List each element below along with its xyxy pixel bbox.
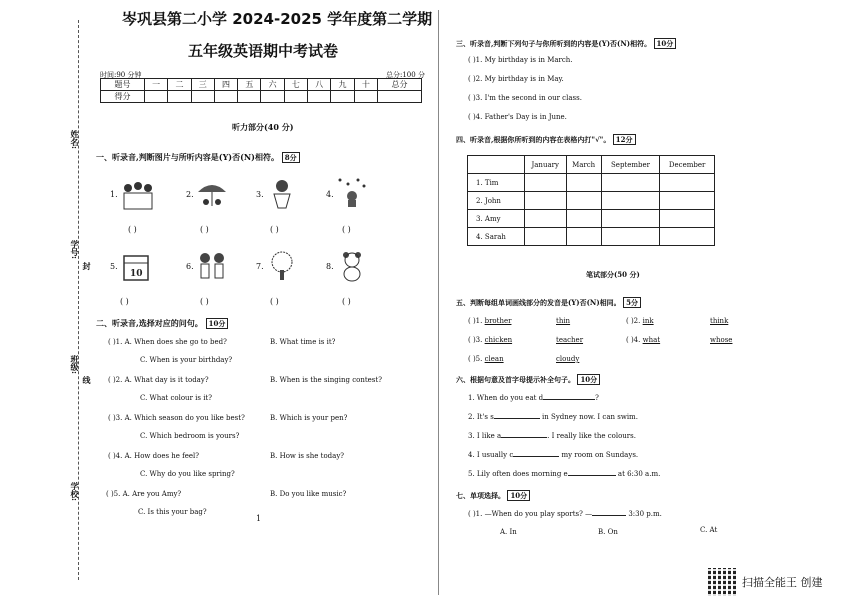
score-cell: 四: [214, 79, 237, 91]
boy-picture: [264, 178, 300, 210]
s6-post: ?: [595, 394, 599, 402]
s5-num: ( )5.: [468, 355, 483, 363]
tick-cell[interactable]: [601, 210, 659, 228]
score-input[interactable]: [191, 91, 214, 103]
section1-title-text: 一、听录音,判断图片与所听内容是(Y)否(N)相符。: [96, 152, 279, 162]
page-number: 1: [256, 514, 262, 523]
tick-table-corner: [468, 156, 525, 174]
score-cell: 八: [308, 79, 331, 91]
tick-table-header: [468, 156, 715, 174]
section1-points: 8分: [282, 152, 300, 163]
qr-code-icon: [708, 568, 736, 596]
s3-item-3: ( )3. I'm the second in our class.: [468, 94, 582, 102]
s6-pre: 5. Lily often does morning e: [468, 470, 568, 478]
tick-cell[interactable]: [524, 210, 566, 228]
s2-q5-b: B. Do you like music?: [270, 490, 347, 498]
s2-q3-a: ( )3. A. Which season do you like best?: [108, 414, 245, 422]
margin-class-label: 班级:: [70, 355, 80, 374]
s2-q2-b: B. When is the singing contest?: [270, 376, 382, 384]
tick-cell[interactable]: [566, 228, 601, 246]
s6-item-4: [468, 451, 638, 459]
score-cell: 七: [284, 79, 307, 91]
s5-num: ( )1.: [468, 317, 483, 325]
listening-heading: 听力部分(40 分): [232, 122, 294, 132]
exam-title: 五年级英语期中考试卷: [188, 42, 339, 60]
s6-pre: 4. I usually c: [468, 451, 514, 459]
table-row: [468, 210, 715, 228]
s2-q3-b: B. Which is your pen?: [270, 414, 348, 422]
table-row: [468, 228, 715, 246]
s6-post: at 6:30 a.m.: [615, 470, 661, 478]
s6-item-3: [468, 432, 636, 440]
blank-input[interactable]: [513, 456, 559, 457]
tick-cell[interactable]: [566, 192, 601, 210]
school-title: 岑巩县第二小学 2024-2025 学年度第二学期: [122, 10, 433, 28]
s6-post: in Sydney now. I can swim.: [539, 413, 638, 421]
score-cell: 一: [145, 79, 168, 91]
svg-text:10: 10: [130, 269, 143, 279]
s5-word2-4: whose: [710, 336, 733, 344]
s5-word2-3: teacher: [556, 336, 584, 344]
scanner-watermark: [708, 568, 823, 596]
s2-q2-c: C. What colour is it?: [140, 394, 212, 402]
section6-points: 10分: [577, 374, 600, 385]
col-header: March: [566, 156, 601, 174]
blank-input[interactable]: [543, 399, 595, 400]
s7-option-b: B. On: [598, 528, 618, 536]
section7-points: 10分: [507, 490, 530, 501]
umbrella-picture: [194, 178, 230, 210]
section2-points: 10分: [206, 318, 229, 329]
tick-cell[interactable]: [601, 192, 659, 210]
section4-title: [456, 134, 636, 145]
score-input[interactable]: [238, 91, 261, 103]
score-cell: 九: [331, 79, 354, 91]
s5-num: ( )2.: [626, 317, 641, 325]
section3-points: 10分: [654, 38, 677, 49]
s3-item-2: ( )2. My birthday is in May.: [468, 75, 564, 83]
s2-q5-a: ( )5. A. Are you Amy?: [106, 490, 182, 498]
children-picture: [194, 250, 230, 282]
score-cell: 二: [168, 79, 191, 91]
score-input[interactable]: [354, 91, 377, 103]
col-header: September: [601, 156, 659, 174]
s7-q1-pre: ( )1. —When do you play sports? —: [468, 510, 593, 518]
s2-q3-c: C. Which bedroom is yours?: [140, 432, 240, 440]
blank-input[interactable]: [501, 437, 547, 438]
blank-input[interactable]: [568, 475, 616, 476]
section1-title: [96, 152, 300, 163]
s6-item-2: [468, 413, 638, 421]
answer-paren-7[interactable]: ( ): [270, 297, 279, 306]
s5-num: ( )3.: [468, 336, 483, 344]
row-header: 2. John: [468, 192, 525, 210]
score-cell: 十: [354, 79, 377, 91]
tick-cell[interactable]: [524, 174, 566, 192]
pic-label-1: 1.: [110, 190, 118, 199]
s3-item-4: ( )4. Father's Day is in June.: [468, 113, 567, 121]
score-input[interactable]: [308, 91, 331, 103]
s5-item-5: [468, 355, 504, 363]
s2-q4-b: B. How is she today?: [270, 452, 345, 460]
s5-word: what: [642, 336, 661, 344]
score-header-row: [101, 79, 422, 91]
tick-cell[interactable]: [566, 174, 601, 192]
written-heading: 笔试部分(50 分): [586, 270, 640, 279]
s5-word: clean: [484, 355, 504, 363]
family-picture: [120, 180, 156, 212]
s2-q2-a: ( )2. A. What day is it today?: [108, 376, 209, 384]
col-header: December: [660, 156, 715, 174]
s5-word: chicken: [484, 336, 513, 344]
calendar-picture: [118, 252, 154, 284]
section4-points: 12分: [613, 134, 636, 145]
s5-item-3: [468, 336, 512, 344]
score-cell: 题号: [101, 79, 145, 91]
tick-cell[interactable]: [660, 210, 715, 228]
s7-q1-post: 3:30 p.m.: [626, 510, 662, 518]
s6-item-5: [468, 470, 660, 478]
s6-post: my room on Sundays.: [559, 451, 639, 459]
s5-num: ( )4.: [626, 336, 641, 344]
pic-label-2: 2.: [186, 190, 194, 199]
row-header: 1. Tim: [468, 174, 525, 192]
answer-paren-2[interactable]: ( ): [200, 225, 209, 234]
score-input[interactable]: [331, 91, 354, 103]
tick-cell[interactable]: [566, 210, 601, 228]
blank-input[interactable]: [592, 515, 626, 516]
answer-paren-3[interactable]: ( ): [270, 225, 279, 234]
s7-option-c: C. At: [700, 526, 718, 534]
s3-item-1: ( )1. My birthday is in March.: [468, 56, 573, 64]
score-cell: 总分: [377, 79, 421, 91]
tick-cell[interactable]: [660, 228, 715, 246]
section2-title: [96, 318, 228, 329]
s2-q4-c: C. Why do you like spring?: [140, 470, 235, 478]
section2-title-text: 二、听录音,选择对应的问句。: [96, 318, 203, 328]
section3-title: [456, 38, 676, 49]
section7-title-text: 七、单项选择。: [456, 491, 505, 500]
answer-paren-8[interactable]: ( ): [342, 297, 351, 306]
s5-word: ink: [642, 317, 654, 325]
s6-pre: 2. It's s: [468, 413, 494, 421]
s5-item-1: [468, 317, 511, 325]
scanner-app-name: 扫描全能王 创建: [742, 576, 823, 589]
s6-post: . I really like the colours.: [547, 432, 636, 440]
blank-input[interactable]: [494, 418, 540, 419]
section5-points: 5分: [623, 297, 641, 308]
s5-word2-1: thin: [556, 317, 571, 325]
s7-q1: [468, 510, 662, 518]
section5-title-text: 五、判断每组单词画线部分的发音是(Y)否(N)相同。: [456, 298, 621, 307]
tick-cell[interactable]: [601, 228, 659, 246]
score-input[interactable]: [214, 91, 237, 103]
s5-word2-5: cloudy: [556, 355, 580, 363]
margin-line-char: 线: [82, 376, 92, 384]
column-divider: [438, 10, 439, 595]
score-input[interactable]: [261, 91, 284, 103]
tick-cell[interactable]: [524, 192, 566, 210]
s2-q4-a: ( )4. A. How does he feel?: [108, 452, 200, 460]
s6-item-1: [468, 394, 599, 402]
total-label: 总分:100 分: [386, 71, 425, 79]
score-cell: 五: [238, 79, 261, 91]
pic-label-3: 3.: [256, 190, 264, 199]
s2-q1-b: B. What time is it?: [270, 338, 336, 346]
s5-word2-2: think: [710, 317, 729, 325]
tick-cell[interactable]: [660, 174, 715, 192]
score-table: [100, 78, 422, 103]
time-label: 时间:90 分钟: [100, 71, 142, 79]
pic-label-4: 4.: [326, 190, 334, 199]
tick-cell[interactable]: [524, 228, 566, 246]
margin-name-label: 姓名:: [70, 130, 80, 149]
margin-seal-char: 封: [82, 262, 92, 270]
section3-title-text: 三、听录音,判断下列句子与你所听到的内容是(Y)否(N)相符。: [456, 39, 652, 48]
pic-label-8: 8.: [326, 262, 334, 271]
s5-word: brother: [484, 317, 512, 325]
answer-paren-6[interactable]: ( ): [200, 297, 209, 306]
section5-title: [456, 297, 641, 308]
s2-q1-a: ( )1. A. When does she go to bed?: [108, 338, 227, 346]
bear-picture: [334, 250, 370, 282]
s5-item-2: [626, 317, 654, 325]
s2-q1-c: C. When is your birthday?: [140, 356, 233, 364]
col-header: January: [524, 156, 566, 174]
margin-school-label: 学校:: [70, 482, 80, 501]
row-header: 4. Sarah: [468, 228, 525, 246]
score-input[interactable]: [377, 91, 421, 103]
score-row: [101, 91, 422, 103]
tick-cell[interactable]: [601, 174, 659, 192]
tree-picture: [264, 250, 300, 282]
pic-label-5: 5.: [110, 262, 118, 271]
row-header: 3. Amy: [468, 210, 525, 228]
s5-item-4: [626, 336, 660, 344]
answer-paren-1[interactable]: ( ): [128, 225, 137, 234]
score-input[interactable]: [145, 91, 168, 103]
pic-label-6: 6.: [186, 262, 194, 271]
score-cell: 得分: [101, 91, 145, 103]
s6-pre: 1. When do you eat d: [468, 394, 544, 402]
score-cell: 六: [261, 79, 284, 91]
tick-cell[interactable]: [660, 192, 715, 210]
score-input[interactable]: [284, 91, 307, 103]
s7-option-a: A. In: [500, 528, 517, 536]
section6-title: [456, 374, 600, 385]
section4-title-text: 四、听录音,根据你所听到的内容在表格内打"√"。: [456, 135, 611, 144]
table-row: [468, 192, 715, 210]
s6-pre: 3. I like a: [468, 432, 502, 440]
score-cell: 三: [191, 79, 214, 91]
answer-paren-4[interactable]: ( ): [342, 225, 351, 234]
table-row: [468, 174, 715, 192]
section7-title: [456, 490, 530, 501]
answer-paren-5[interactable]: ( ): [120, 297, 129, 306]
margin-number-label: 学号:: [70, 240, 80, 259]
tick-table: [467, 155, 715, 246]
s2-q5-c: C. Is this your bag?: [138, 508, 207, 516]
snow-picture: [334, 176, 370, 208]
pic-label-7: 7.: [256, 262, 264, 271]
section6-title-text: 六、根据句意及首字母提示补全句子。: [456, 375, 575, 384]
score-input[interactable]: [168, 91, 191, 103]
